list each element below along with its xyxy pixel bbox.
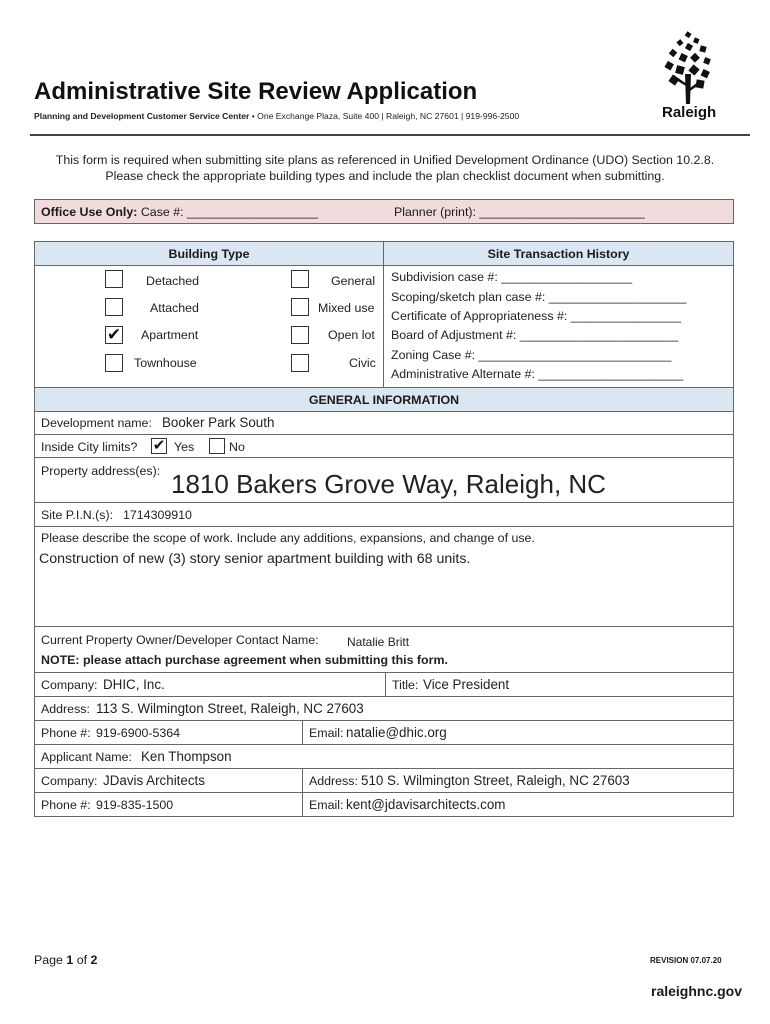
page-number-of: of (73, 953, 91, 967)
applicant-email-label: Email: (309, 798, 344, 812)
applicant-name-row (34, 745, 734, 769)
applicant-phone-divider (302, 793, 303, 816)
applicant-company-divider (302, 769, 303, 792)
site-pin-label: Site P.I.N.(s): (41, 508, 114, 522)
owner-email-value[interactable]: natalie@dhic.org (346, 725, 447, 740)
civic-label: Civic (349, 356, 376, 370)
applicant-phone-label: Phone #: (41, 798, 91, 812)
apartment-checkbox[interactable]: ✔ (106, 325, 122, 344)
applicant-company-label: Company: (41, 774, 98, 788)
attached-checkbox[interactable] (105, 298, 123, 316)
site-pin-value[interactable]: 1714309910 (123, 508, 192, 522)
scope-of-work-value[interactable]: Construction of new (3) story senior apartment building with 68 units. (39, 551, 471, 567)
case-number-field: Case #: ___________________ (137, 205, 318, 219)
owner-email-label: Email: (309, 726, 344, 740)
office-use-row (34, 199, 734, 224)
owner-address-value[interactable]: 113 S. Wilmington Street, Raleigh, NC 27603 (96, 701, 364, 716)
office-use-label: Office Use Only: (41, 205, 138, 219)
city-limits-yes-label: Yes (174, 440, 195, 454)
development-name-row (34, 412, 734, 435)
purchase-agreement-note: NOTE: please attach purchase agreement when submitting this form. (41, 653, 448, 667)
board-adjustment-field[interactable]: Board of Adjustment #: _______________________ (391, 328, 679, 342)
page-number-current: 1 (66, 953, 74, 967)
property-address-row (34, 458, 734, 503)
city-limits-no-checkbox[interactable] (209, 438, 225, 454)
subtitle-contact: • One Exchange Plaza, Suite 400 | Raleigh, NC 27601 | 919-996-2500 (249, 111, 520, 121)
site-transaction-heading: Site Transaction History (487, 247, 630, 261)
page-number-prefix: Page (34, 953, 67, 967)
detached-checkbox[interactable] (105, 270, 123, 288)
owner-address-row (34, 697, 734, 721)
administrative-alternate-field[interactable]: Administrative Alternate #: _____________________ (391, 367, 684, 381)
applicant-name-value[interactable]: Ken Thompson (141, 749, 232, 764)
city-limits-row (34, 435, 734, 458)
raleigh-logo-wordmark: Raleigh (662, 104, 717, 121)
general-information-heading: GENERAL INFORMATION (308, 393, 460, 407)
building-type-header (34, 241, 384, 266)
open-lot-checkbox[interactable] (291, 326, 309, 344)
scope-of-work-row (34, 527, 734, 627)
city-limits-label: Inside City limits? (41, 440, 138, 454)
owner-phone-label: Phone #: (41, 726, 91, 740)
applicant-address-label: Address: (309, 774, 358, 788)
townhouse-label: Townhouse (134, 356, 197, 370)
owner-address-label: Address: (41, 702, 90, 716)
owner-company-divider (385, 673, 386, 696)
applicant-email-value[interactable]: kent@jdavisarchitects.com (346, 797, 506, 812)
page-number-total: 2 (90, 953, 98, 967)
owner-phone-row (34, 721, 734, 745)
owner-phone-value[interactable]: 919-6900-5364 (96, 726, 181, 740)
scoping-plan-case-field[interactable]: Scoping/sketch plan case #: ____________________ (391, 290, 687, 304)
certificate-appropriateness-field[interactable]: Certificate of Appropriateness #: ________________ (391, 309, 682, 323)
scope-of-work-label: Please describe the scope of work. Include any additions, expansions, and change of use. (41, 531, 535, 545)
page-title: Administrative Site Review Application (34, 78, 478, 105)
owner-title-value[interactable]: Vice President (423, 677, 510, 692)
owner-contact-value[interactable]: Natalie Britt (347, 635, 410, 649)
development-name-value[interactable]: Booker Park South (162, 415, 275, 430)
open-lot-label: Open lot (328, 328, 375, 342)
applicant-company-value[interactable]: JDavis Architects (103, 773, 205, 788)
general-checkbox[interactable] (291, 270, 309, 288)
detached-label: Detached (146, 274, 200, 288)
development-name-label: Development name: (41, 416, 152, 430)
owner-title-label: Title: (392, 678, 419, 692)
general-label: General (331, 274, 376, 288)
office-use-case (41, 205, 318, 219)
attached-label: Attached (150, 301, 199, 315)
planner-field: Planner (print): ________________________ (394, 205, 645, 219)
city-limits-no-label: No (229, 440, 245, 454)
subtitle-center-name: Planning and Development Customer Service Center (34, 111, 250, 121)
zoning-case-field[interactable]: Zoning Case #: ____________________________ (391, 348, 672, 362)
owner-company-label: Company: (41, 678, 98, 692)
owner-contact-label: Current Property Owner/Developer Contact Name: (41, 633, 319, 647)
website-link[interactable]: raleighnc.gov (651, 983, 743, 999)
property-address-label: Property address(es): (41, 464, 161, 478)
applicant-phone-row (34, 793, 734, 817)
building-type-heading: Building Type (168, 247, 250, 261)
applicant-address-value[interactable]: 510 S. Wilmington Street, Raleigh, NC 27603 (361, 773, 630, 788)
owner-contact-row (34, 627, 734, 673)
site-transaction-header (383, 241, 734, 266)
owner-phone-divider (302, 721, 303, 744)
civic-checkbox[interactable] (291, 354, 309, 372)
subdivision-case-field[interactable]: Subdivision case #: ___________________ (391, 270, 633, 284)
site-pin-row (34, 503, 734, 527)
applicant-company-row (34, 769, 734, 793)
page-number (34, 953, 97, 967)
city-limits-yes-checkbox[interactable]: ✔ (152, 437, 166, 454)
applicant-phone-value[interactable]: 919-835-1500 (96, 798, 174, 812)
revision-label: REVISION 07.07.20 (650, 956, 722, 965)
page-subtitle (34, 111, 519, 121)
townhouse-checkbox[interactable] (105, 354, 123, 372)
general-information-header (34, 387, 734, 412)
mixed-use-label: Mixed use (318, 301, 375, 315)
mixed-use-checkbox[interactable] (291, 298, 309, 316)
apartment-label: Apartment (141, 328, 199, 342)
owner-company-row (34, 673, 734, 697)
owner-company-value[interactable]: DHIC, Inc. (103, 677, 165, 692)
property-address-value[interactable]: 1810 Bakers Grove Way, Raleigh, NC (171, 469, 606, 499)
header-divider (30, 134, 750, 136)
intro-paragraph: This form is required when submitting site plans as referenced in Unified Development Ordinance (UDO) Section 10.2.8. Please check the appropriate building types and include the plan checklist document when submitting. (55, 153, 715, 183)
applicant-name-label: Applicant Name: (41, 750, 132, 764)
